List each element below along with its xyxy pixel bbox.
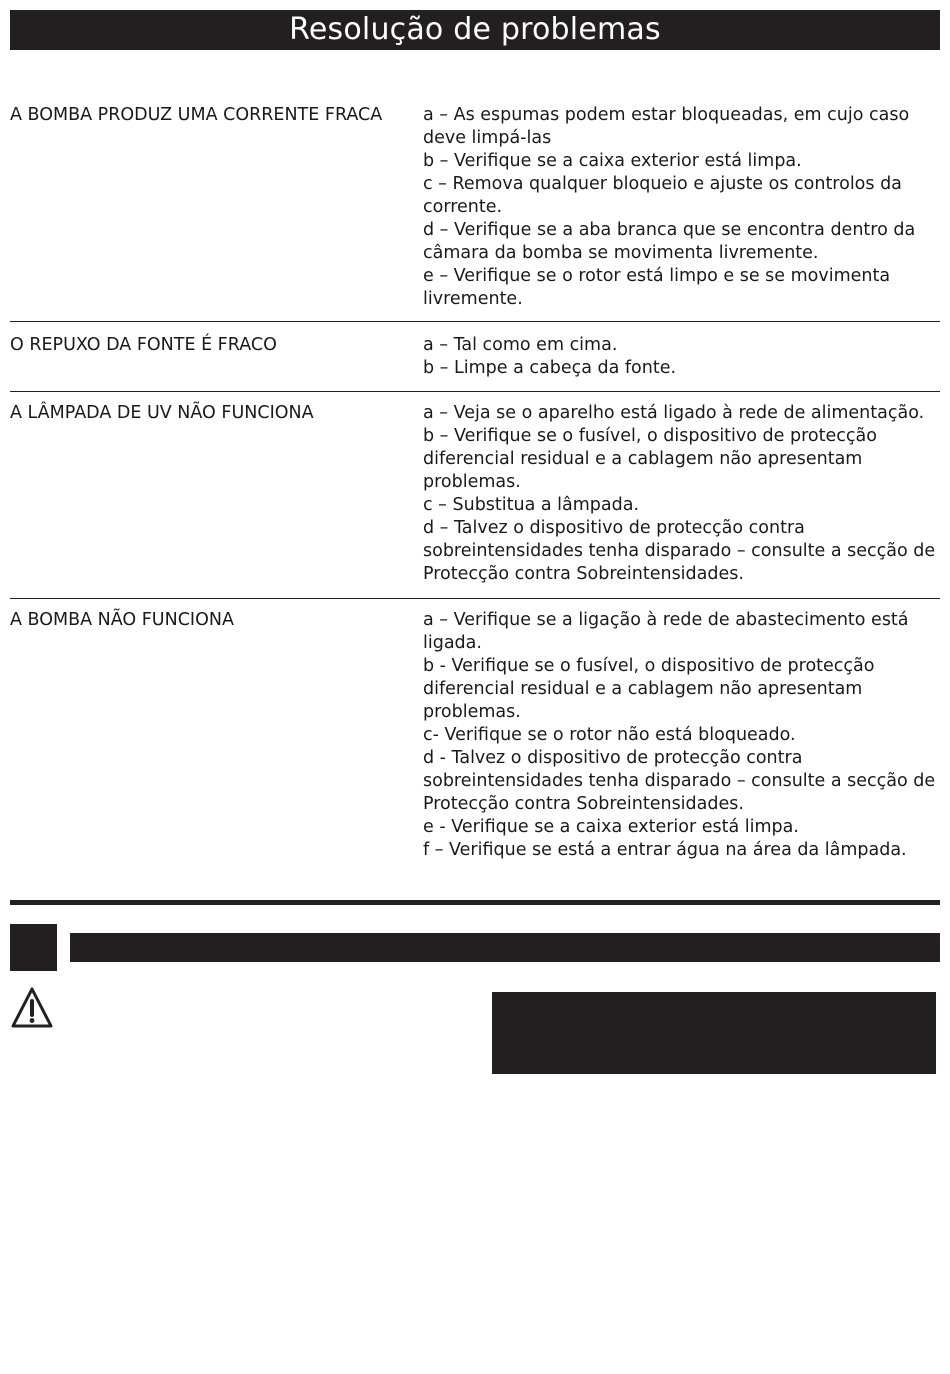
solution-item: c – Remova qualquer bloqueio e ajuste os controlos da corrente. xyxy=(423,174,902,217)
page-title: Resolução de problemas xyxy=(10,10,940,50)
solution-list xyxy=(423,402,940,586)
solution-item: e – Verifique se o rotor está limpo e se se movimenta livremente. xyxy=(423,266,891,309)
solution-item: a – Tal como em cima. xyxy=(423,335,618,355)
solution-item: d – Verifique se a aba branca que se encontra dentro da câmara da bomba se movimenta livremente. xyxy=(423,220,916,263)
solution-list xyxy=(423,104,940,311)
problem-label: A BOMBA NÃO FUNCIONA xyxy=(10,610,234,630)
solution-item: a – Verifique se a ligação à rede de abastecimento está ligada. xyxy=(423,610,909,653)
table-row xyxy=(10,599,940,862)
solution-item: b – Verifique se o fusível, o dispositivo de protecção diferencial residual e a cablagem não apresentam problemas. xyxy=(423,426,877,492)
solution-item: b - Verifique se o fusível, o dispositivo de protecção diferencial residual e a cablagem não apresentam problemas. xyxy=(423,656,875,722)
solution-item: d - Talvez o dispositivo de protecção contra sobreintensidades tenha disparado – consulte a secção de Protecção contra Sobreintensidades. xyxy=(423,748,936,814)
solution-list xyxy=(423,609,940,862)
table-row xyxy=(10,322,940,392)
solution-item: a – Veja se o aparelho está ligado à rede de alimentação. xyxy=(423,403,925,423)
solution-list xyxy=(423,334,940,380)
section-header-band xyxy=(70,933,940,962)
problem-label: A LÂMPADA DE UV NÃO FUNCIONA xyxy=(10,403,314,423)
solution-item: a – As espumas podem estar bloqueadas, em cujo caso deve limpá-las xyxy=(423,105,910,148)
section-marker xyxy=(10,924,57,971)
solution-item: c – Substitua a lâmpada. xyxy=(423,495,640,515)
solution-item: b – Verifique se a caixa exterior está limpa. xyxy=(423,151,802,171)
warning-triangle-icon xyxy=(10,986,54,1030)
table-row xyxy=(10,392,940,599)
solution-item: c- Verifique se o rotor não está bloqueado. xyxy=(423,725,796,745)
notice-box xyxy=(492,992,936,1074)
troubleshooting-table xyxy=(10,104,940,862)
problem-label: A BOMBA PRODUZ UMA CORRENTE FRACA xyxy=(10,105,383,125)
solution-item: e - Verifique se a caixa exterior está limpa. xyxy=(423,817,799,837)
section-divider xyxy=(10,900,940,905)
solution-item: b – Limpe a cabeça da fonte. xyxy=(423,358,677,378)
problem-label: O REPUXO DA FONTE É FRACO xyxy=(10,335,277,355)
table-row xyxy=(10,104,940,322)
solution-item: f – Verifique se está a entrar água na área da lâmpada. xyxy=(423,840,907,860)
solution-item: d – Talvez o dispositivo de protecção contra sobreintensidades tenha disparado – consulte a secção de Protecção contra Sobreintensidades. xyxy=(423,518,936,584)
